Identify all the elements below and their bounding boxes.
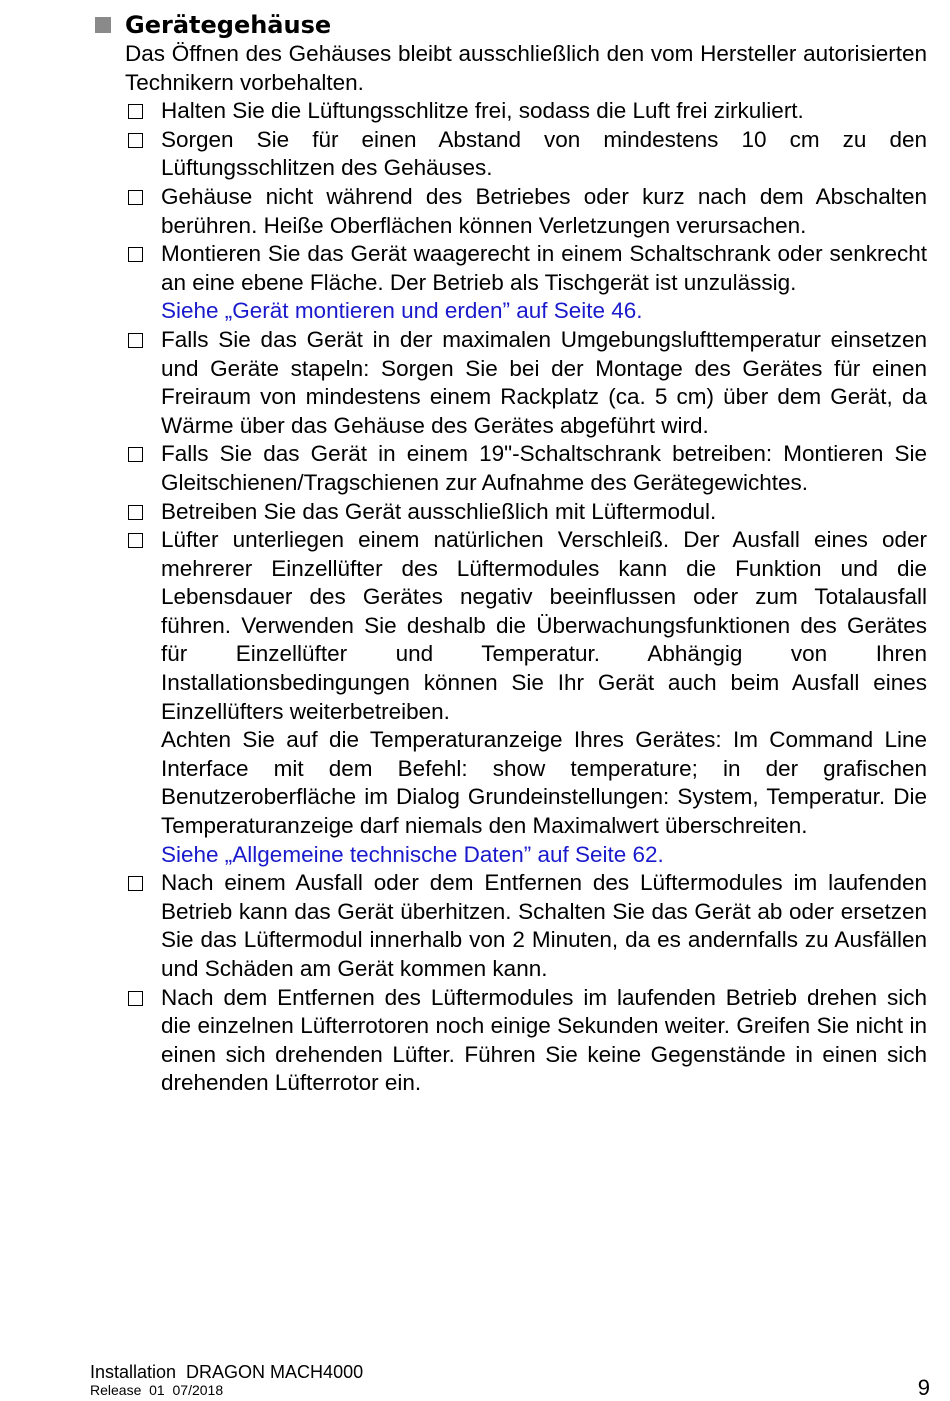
footer-document-title: Installation DRAGON MACH4000 xyxy=(90,1362,364,1382)
list-item-text: Sorgen Sie für einen Abstand von mindestens 10 cm zu den Lüftungsschlitzen des Gehäuses. xyxy=(161,126,927,181)
section-device-housing xyxy=(90,10,935,1098)
checkbox-bullet-icon xyxy=(128,133,143,148)
list-item xyxy=(90,97,927,126)
list-item-text: Nach dem Entfernen des Lüftermodules im laufenden Betrieb drehen sich die einzelnen Lüfterrotoren noch einige Sekunden weiter. Greifen Sie nicht in einen sich drehenden Lüfter. Führen Sie keine Gegenstände in einen sich drehenden Lüfterrotor ein. xyxy=(161,984,927,1096)
checkbox-bullet-icon xyxy=(128,247,143,262)
list-item-text: Nach einem Ausfall oder dem Entfernen des Lüftermodules im laufenden Betrieb kann das Gerät überhitzen. Schalten Sie das Gerät ab oder ersetzen Sie das Lüftermodul innerhalb von 2 Minuten, da es andernfalls zu Ausfällen und Schäden am Gerät kommen kann. xyxy=(161,870,927,981)
list-item-text: Achten Sie auf die Temperaturanzeige Ihres Gerätes: Im Command Line Interface mit dem Befehl: show temperature; in der grafischen Benutzeroberfläche im Dialog Grundeinstellungen: System, Temperatur. Die Temperaturanzeige darf niemals den Maximalwert überschreiten. xyxy=(161,727,927,839)
checkbox-bullet-icon xyxy=(128,104,143,119)
checkbox-bullet-icon xyxy=(128,533,143,548)
square-bullet-icon xyxy=(95,17,111,33)
list-item xyxy=(90,326,927,440)
checkbox-bullet-icon xyxy=(128,876,143,891)
list-item xyxy=(90,440,927,497)
list-item xyxy=(90,526,927,869)
checkbox-bullet-icon xyxy=(128,447,143,462)
checkbox-bullet-icon xyxy=(128,333,143,348)
footer-release: Release 01 07/2018 xyxy=(90,1382,224,1398)
list-item xyxy=(90,984,927,1098)
section-intro: Das Öffnen des Gehäuses bleibt ausschließlich den vom Hersteller autorisierten Technikern vorbehalten. xyxy=(125,41,927,95)
list-item xyxy=(90,869,927,983)
cross-reference-link[interactable]: Siehe „Allgemeine technische Daten” auf Seite 62. xyxy=(161,841,664,867)
page-number: 9 xyxy=(917,1375,930,1400)
list-item-text: Gehäuse nicht während des Betriebes oder kurz nach dem Abschalten berühren. Heiße Oberflächen können Verletzungen verursachen. xyxy=(161,183,927,238)
list-item-text: Halten Sie die Lüftungsschlitze frei, sodass die Luft frei zirkuliert. xyxy=(161,98,804,124)
list-item-text: Betreiben Sie das Gerät ausschließlich mit Lüftermodul. xyxy=(161,498,717,524)
list-item xyxy=(90,498,927,527)
list-item-text: Falls Sie das Gerät in der maximalen Umgebungslufttemperatur einsetzen und Geräte stapeln: Sorgen Sie bei der Montage des Gerätes für einen Freiraum von mindestens einem Rackplatz (ca. 5 cm) über dem Gerät, da Wärme über das Gehäuse des Gerätes abgeführt wird. xyxy=(161,326,927,438)
list-item-text: Falls Sie das Gerät in einem 19"-Schaltschrank betreiben: Montieren Sie Gleitschienen/Tragschienen zur Aufnahme des Gerätegewichtes. xyxy=(161,441,927,495)
section-heading-row xyxy=(90,10,935,40)
footer xyxy=(90,1362,363,1399)
section-title: Gerätegehäuse xyxy=(125,11,332,39)
list-item-text: Montieren Sie das Gerät waagerecht in einem Schaltschrank oder senkrecht an eine ebene Fläche. Der Betrieb als Tischgerät ist unzulässig. xyxy=(161,241,927,295)
list-item xyxy=(90,126,927,183)
cross-reference-link[interactable]: Siehe „Gerät montieren und erden” auf Seite 46. xyxy=(161,298,643,324)
list-item-text: Lüfter unterliegen einem natürlichen Verschleiß. Der Ausfall eines oder mehrerer Einzellüfter des Lüftermodules kann die Funktion und die Lebensdauer des Gerätes negativ beeinflussen oder zum Totalausfall führen. Verwenden Sie deshalb die Überwachungsfunktionen des Gerätes für Einzellüfter und Temperatur. Abhängig von Ihren Installationsbedingungen können Sie Ihr Gerät auch beim Ausfall eines Einzellüfters weiterbetreiben. xyxy=(161,527,927,724)
checkbox-bullet-icon xyxy=(128,505,143,520)
safety-instruction-list xyxy=(90,97,935,1098)
checkbox-bullet-icon xyxy=(128,991,143,1006)
list-item xyxy=(90,183,927,240)
checkbox-bullet-icon xyxy=(128,190,143,205)
list-item xyxy=(90,240,927,326)
